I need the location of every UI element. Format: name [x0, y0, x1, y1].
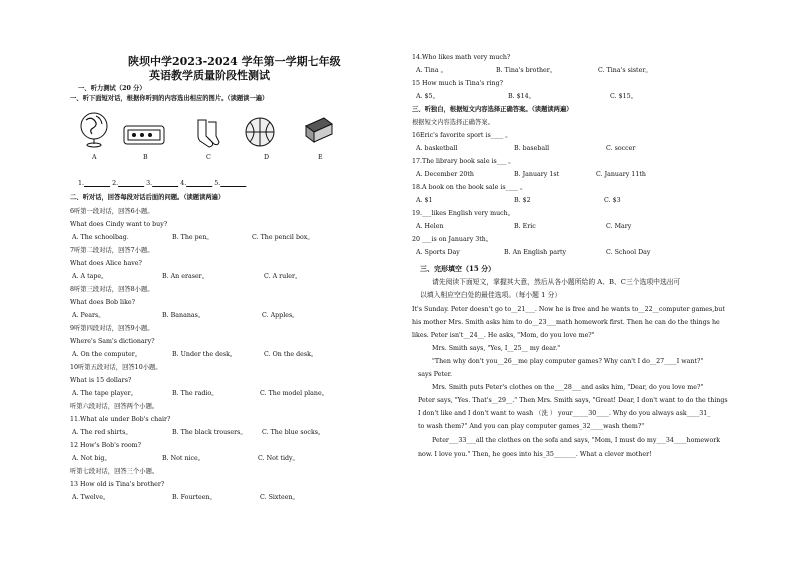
question-line: 10听第五段对话，回答10小题。 [70, 364, 162, 371]
option-a: A. December 20th [416, 171, 474, 178]
socks-icon [194, 118, 220, 150]
cloze-line: I don't like and I don't want to wash （洗 ） your_____30____. Why do you always ask____31_ [418, 410, 711, 417]
option-b: B. The pen。 [172, 234, 213, 241]
question-line: 19.___likes English very much。 [412, 210, 515, 217]
question-line: 18.A book on the book sale is____ 。 [412, 184, 527, 191]
basketball-icon [244, 116, 276, 148]
question-line: 13 How old is Tina's brother? [70, 481, 165, 488]
cloze-line: It's Sunday. Peter doesn't go to__21___. Now he is free and he wants to__22__computer games,but [412, 306, 725, 313]
option-b: B. Under the desk。 [172, 351, 237, 358]
option-a: A. basketball [416, 145, 458, 152]
option-b: B. The radio。 [172, 390, 218, 397]
blank-label: 2. [112, 180, 119, 187]
option-a: A. Twelve。 [72, 494, 110, 501]
option-a: A. Pears。 [72, 312, 105, 319]
blank-label: 3. [146, 180, 153, 187]
cloze-line: Mrs. Smith puts Peter's clothes on the___28___and asks him, "Dear, do you love me?" [432, 384, 704, 391]
option-a: A. $1 [416, 197, 433, 204]
picture-label-e: E [318, 154, 323, 161]
question-line: 20 ___is on January 3th。 [412, 236, 493, 243]
cloze-line: Mrs. Smith says, "Yes, I__25__ my dear." [432, 345, 561, 352]
cloze-line: now. I love you." Then, he goes into his_35_______. What a clever mother! [418, 451, 652, 458]
option-c: C. Not tidy。 [258, 455, 299, 462]
option-a: A. The tape player。 [72, 390, 137, 397]
option-a: A. A tape。 [72, 273, 108, 280]
option-c: C. Mary [606, 223, 632, 230]
answer-blanks-1-5 [78, 181, 246, 187]
blank-label: 5. [214, 180, 221, 187]
cloze-intro-line-2: 以填入相应空白处的最佳选项。（每小题 1 分） [420, 291, 562, 299]
cloze-intro-line-1: 请先阅读下面短文，掌握其大意，然后从各小题所给的 A、B、C三个选项中选出可 [432, 278, 681, 286]
question-line: 根据短文内容选择正确答案。 [412, 119, 494, 126]
option-c: C. The blue socks。 [262, 429, 325, 436]
option-c: C. soccer [606, 145, 636, 152]
option-a: A. On the computer。 [72, 351, 142, 358]
question-line: 14.Who likes math very much? [412, 54, 511, 61]
option-b: B. baseball [514, 145, 550, 152]
part-3-heading: 三、完形填空（15 分） [420, 264, 496, 273]
option-c: C. $3 [604, 197, 621, 204]
option-b: B. Bananas。 [162, 312, 205, 319]
pencil-box-icon [122, 122, 166, 148]
picture-label-b: B [143, 154, 148, 161]
picture-label-c: C [206, 154, 211, 161]
part-1-heading: 一、听力测试（20 分） [78, 85, 146, 92]
cloze-line: Peter___33___all the clothes on the sofa and says, "Mom, I must do my___34____homework [432, 437, 721, 444]
cloze-line: to wash them?" And you can play computer games_32____wash them?" [418, 423, 645, 430]
option-b: B. Eric [514, 223, 536, 230]
blank-label: 1. [78, 180, 85, 187]
option-c: C. School Day [606, 249, 651, 256]
cloze-line: likes. Peter isn't__24__. He asks, "Mom, do you love me?" [412, 332, 595, 339]
option-c: C. Sixteen。 [260, 494, 299, 501]
option-a: A. The schoolbag. [72, 234, 129, 241]
question-line: 11.What ale under Bob's chair? [70, 416, 171, 423]
question-line: 17.The library book sale is___ 。 [412, 158, 515, 165]
question-line: 6听第一段对话，回答6小题。 [70, 208, 154, 215]
option-a: A. The red shirts。 [72, 429, 132, 436]
cloze-line: says Peter. [418, 371, 453, 378]
page-title-2: 英语教学质量阶段性测试 [149, 69, 270, 82]
picture-label-d: D [264, 154, 270, 161]
section-2-instruction: 二、听对话，回答每段对话后面的问题。（读题读两遍） [70, 194, 225, 201]
option-b: B. Not nice。 [162, 455, 205, 462]
option-a: A. Not big。 [72, 455, 111, 462]
picture-label-a: A [92, 154, 97, 161]
section-3-instruction: 三、听独白，根据短文内容选择正确答案。（读题读两遍） [412, 106, 573, 113]
option-b: B. January 1st [514, 171, 560, 178]
option-c: C. $15。 [610, 93, 637, 100]
question-line: 16Eric's favorite sport is____ 。 [412, 132, 512, 139]
option-a: A. $5。 [416, 93, 439, 100]
option-b: B. Fourteen。 [172, 494, 216, 501]
question-line: 8听第三段对话，回答8小题。 [70, 286, 154, 293]
question-line: 7听第二段对话，回答7小题。 [70, 247, 154, 254]
option-b: B. An eraser。 [162, 273, 208, 280]
globe-icon [78, 110, 110, 148]
question-line: What does Bob like? [70, 299, 135, 306]
option-c: C. January 11th [596, 171, 646, 178]
option-c: C. The model plane。 [260, 390, 328, 397]
blank-label: 4. [180, 180, 187, 187]
cloze-line: Peter says, "Yes. That's__29__." Then Mrs. Smith says, "Great! Dear, I don't want to do the things [418, 397, 728, 404]
option-c: C. On the desk。 [264, 351, 318, 358]
option-c: C. Apples。 [262, 312, 299, 319]
cloze-line: his mother Mrs. Smith asks him to do__23___math homework first. Then he can do the things he [412, 319, 720, 326]
question-line: 听第六段对话，回答两个小题。 [70, 403, 159, 410]
option-c: C. Tina's sister。 [598, 67, 652, 74]
option-a: A. Tina 。 [416, 67, 447, 74]
option-b: B. $14。 [508, 93, 535, 100]
question-line: What does Cindy want to buy? [70, 221, 168, 228]
books-icon [302, 114, 336, 148]
option-a: A. Sports Day [416, 249, 460, 256]
option-b: B. The black trousers。 [172, 429, 247, 436]
option-c: C. The pencil box。 [252, 234, 314, 241]
section-1-instruction: 一、听下面短对话，根据你听到的内容选出相应的图片。（读题读一遍） [70, 95, 269, 102]
question-line: 听第七段对话，回答三个小题。 [70, 468, 159, 475]
cloze-line: "Then why don't you__26__me play computer games? Why can't I do__27____I want?" [432, 358, 704, 365]
option-b: B. An English party [504, 249, 567, 256]
question-line: Where's Sam's dictionary? [70, 338, 155, 345]
question-line: What is 15 dollars? [70, 377, 132, 384]
option-b: B. Tina's brother。 [496, 67, 557, 74]
option-b: B. $2 [514, 197, 531, 204]
question-line: 9听第四段对话，回答9小题。 [70, 325, 154, 332]
option-a: A. Helen [416, 223, 444, 230]
question-line: What does Alice have? [70, 260, 142, 267]
page-title-1: 陕坝中学2023-2024 学年第一学期七年级 [128, 55, 341, 68]
option-c: C. A ruler。 [264, 273, 302, 280]
question-line: 12 How's Bob's room? [70, 442, 142, 449]
question-line: 15 How much is Tina's ring? [412, 80, 504, 87]
